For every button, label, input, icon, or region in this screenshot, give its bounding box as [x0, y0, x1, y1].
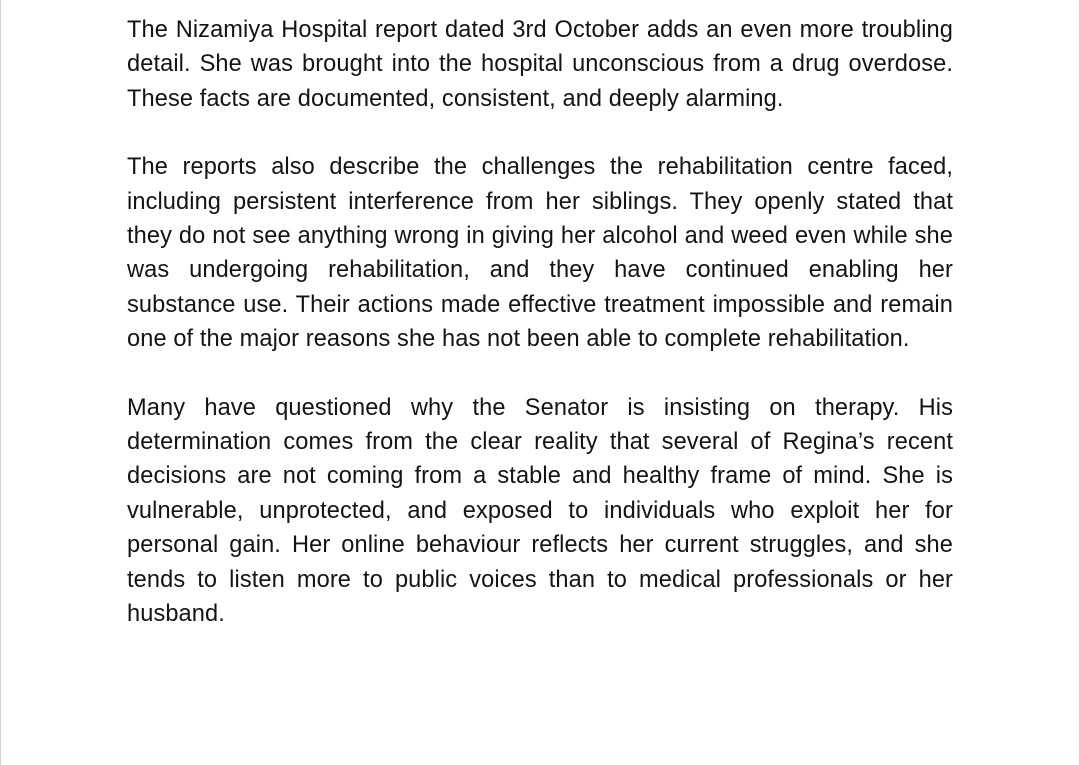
paragraph-senator-therapy: Many have questioned why the Senator is insisting on therapy. His determination comes from the clear reality that several of Regina’s recent decisions are not coming from a stable and healthy frame of mind. She is vulnerable, unprotected, and exposed to individuals who exploit her for personal gain. Her online behaviour reflects her current struggles, and she tends to listen more to public voices than to medical professionals or her husband. — [127, 394, 953, 628]
page-left-edge — [0, 0, 1, 765]
paragraph-hospital-report: The Nizamiya Hospital report dated 3rd October adds an even more troubling detail. She was brought into the hospital unconscious from a drug overdose. These facts are documented, consistent, and deeply alarming. — [127, 17, 953, 112]
document-body — [127, 13, 953, 632]
paragraph-rehabilitation-challenges: The reports also describe the challenges the rehabilitation centre faced, including persistent interference from her siblings. They openly stated that they do not see anything wrong in giving her alcohol and weed even while she was undergoing rehabilitation, and they have continued enabling her substance use. Their actions made effective treatment impossible and remain one of the major reasons she has not been able to complete rehabilitation. — [127, 154, 953, 353]
